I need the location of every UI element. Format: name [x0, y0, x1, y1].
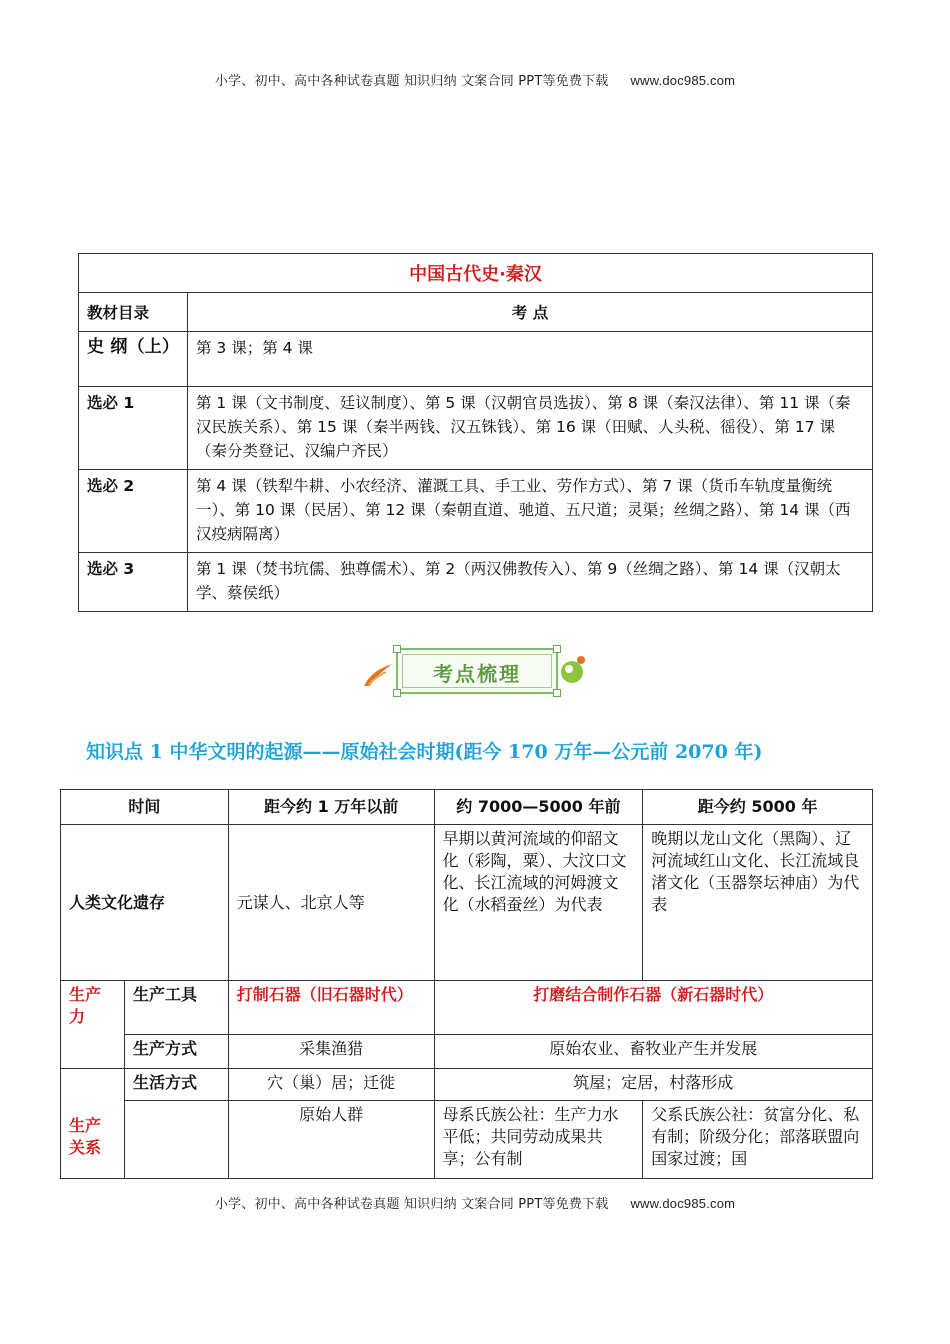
- tools-label: 生产工具: [124, 981, 228, 1035]
- footer-text: 小学、初中、高中各种试卷真题 知识归纳 文案合同 PPT等免费下载: [214, 1197, 609, 1212]
- mode-old: 采集渔猎: [228, 1035, 434, 1069]
- tools-new: 打磨结合制作石器（新石器时代）: [434, 981, 872, 1035]
- productivity-group: 生产力: [61, 981, 125, 1069]
- row-label: 选必 1: [79, 387, 188, 470]
- org-new: 父系氏族公社：贫富分化、私有制；阶级分化；部落联盟向国家过渡；国: [643, 1101, 873, 1179]
- header-url[interactable]: www.doc985.com: [630, 73, 736, 88]
- brush-swoosh-icon: [362, 660, 396, 690]
- syllabus-row: [79, 553, 873, 612]
- banner-text: 考点梳理: [433, 662, 521, 686]
- row-content: 第 1 课（焚书坑儒、独尊儒术）、第 2（两汉佛教传入）、第 9（丝绸之路）、第 14 课（汉朝太学、蔡侯纸）: [188, 553, 873, 612]
- syllabus-table: [78, 253, 873, 612]
- mode-new: 原始农业、畜牧业产生并发展: [434, 1035, 872, 1069]
- row-label: 史 纲（上）: [79, 332, 188, 387]
- tools-old: 打制石器（旧石器时代）: [228, 981, 434, 1035]
- life-old: 穴（巢）居；迁徙: [228, 1069, 434, 1101]
- life-new: 筑屋；定居，村落形成: [434, 1069, 872, 1101]
- heritage-period1: 元谋人、北京人等: [228, 825, 434, 981]
- leaf-dot-icon: [556, 652, 590, 686]
- heritage-period2: 早期以黄河流域的仰韶文化（彩陶，粟）、大汶口文化、长江流域的河姆渡文化（水稻蚕丝）为代表: [434, 825, 643, 981]
- kaodian-banner: [360, 642, 590, 700]
- life-label: 生活方式: [124, 1069, 228, 1101]
- org-label-empty: [124, 1101, 228, 1179]
- row-content: 第 3 课；第 4 课: [188, 332, 873, 387]
- syllabus-title: 中国古代史·秦汉: [79, 254, 873, 293]
- col-header-time: 时间: [61, 790, 229, 825]
- col-catalog-header: 教材目录: [79, 293, 188, 332]
- col-header-period1: 距今约 1 万年以前: [228, 790, 434, 825]
- footer-url[interactable]: www.doc985.com: [630, 1196, 736, 1211]
- syllabus-row: [79, 332, 873, 387]
- org-mid: 母系氏族公社：生产力水平低；共同劳动成果共享；公有制: [434, 1101, 643, 1179]
- mode-label: 生产方式: [124, 1035, 228, 1069]
- heritage-label: 人类文化遗存: [61, 825, 229, 981]
- relations-group: 生产关系: [61, 1069, 125, 1179]
- col-header-period3: 距今约 5000 年: [643, 790, 873, 825]
- syllabus-row: [79, 387, 873, 470]
- row-content: 第 4 课（铁犁牛耕、小农经济、灌溉工具、手工业、劳作方式）、第 7 课（货币车轨度量衡统一）、第 10 课（民居）、第 12 课（秦朝直道、驰道、五尺道；灵渠；丝绸之路）、第 14 课（西汉疫病隔离）: [188, 470, 873, 553]
- banner-frame: [396, 648, 558, 694]
- page-footer: [0, 1193, 950, 1212]
- org-old: 原始人群: [228, 1101, 434, 1179]
- col-points-header: 考 点: [188, 293, 873, 332]
- row-label: 选必 3: [79, 553, 188, 612]
- row-label: 选必 2: [79, 470, 188, 553]
- syllabus-row: [79, 470, 873, 553]
- heritage-period3: 晚期以龙山文化（黑陶）、辽河流域红山文化、长江流域良渚文化（玉器祭坛神庙）为代表: [643, 825, 873, 981]
- page-header: [0, 70, 950, 89]
- section-title: 知识点 1 中华文明的起源——原始社会时期(距今 170 万年—公元前 2070 年): [86, 741, 763, 763]
- header-text: 小学、初中、高中各种试卷真题 知识归纳 文案合同 PPT等免费下载: [214, 74, 609, 89]
- primitive-society-table: [60, 789, 873, 1179]
- col-header-period2: 约 7000—5000 年前: [434, 790, 643, 825]
- row-content: 第 1 课（文书制度、廷议制度）、第 5 课（汉朝官员选拔）、第 8 课（秦汉法律）、第 11 课（秦汉民族关系）、第 15 课（秦半两钱、汉五铢钱）、第 16 课（田赋、人头税、徭役）、第 17 课（秦分类登记、汉编户齐民）: [188, 387, 873, 470]
